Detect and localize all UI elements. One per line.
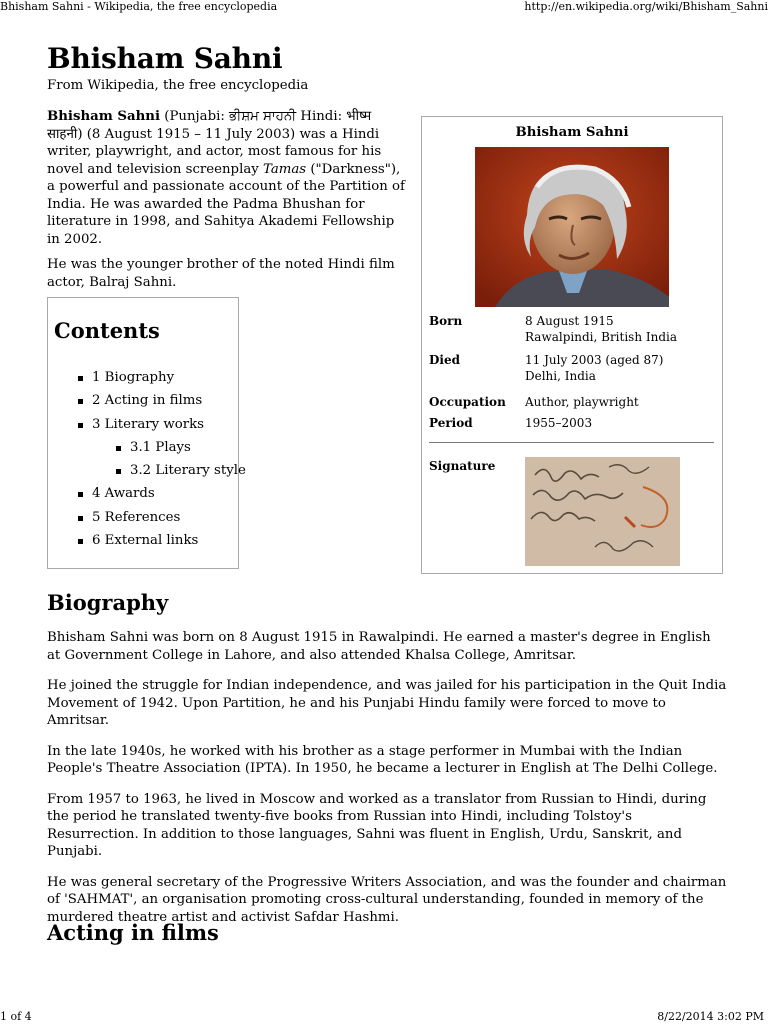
article-content	[47, 42, 727, 945]
portrait-photo[interactable]	[475, 147, 669, 307]
heading-biography: Biography	[47, 590, 169, 615]
intro-name: Bhisham Sahni	[47, 109, 161, 124]
page-title: Bhisham Sahni	[47, 42, 283, 75]
section-biography	[47, 590, 727, 926]
bullet-icon	[78, 399, 83, 404]
infobox-divider	[429, 442, 714, 443]
bullet-icon	[116, 446, 121, 451]
bullet-icon	[78, 492, 83, 497]
infobox	[421, 116, 723, 574]
born-value: 8 August 1915 Rawalpindi, British India	[525, 314, 678, 344]
signature-image[interactable]	[525, 457, 680, 566]
biography-paragraph-2: He joined the struggle for Indian independence, and was jailed for his participation in the Quit India Movement of 1942. Upon Partition, he and his Punjabi Hindu family were forced to move to Amritsar.	[47, 678, 727, 728]
died-value: 11 July 2003 (aged 87) Delhi, India	[525, 353, 664, 383]
intro-text-2: ("Darkness"), a powerful and passionate account of the Partition of India. He was awarded the Padma Bhushan for literature in 1998, and Sahitya Akademi Fellowship in 2002.	[47, 161, 405, 247]
biography-paragraph-3: In the late 1940s, he worked with his brother as a stage performer in Mumbai with the Indian People's Theatre Association (IPTA). In 1950, he became a lecturer in English at The Delhi College.	[47, 743, 718, 776]
intro-text-1: (Punjabi: ਭੀਸ਼ਮ ਸਾਹਨੀ Hindi: भीष्म साहनी) (8 August 1915 – 11 July 2003) was a Hindi writer, playwright, and actor, most famous for his novel and television screenplay	[47, 109, 382, 177]
bullet-icon	[78, 423, 83, 428]
died-label: Died	[429, 353, 460, 367]
infobox-title: Bhisham Sahni	[515, 125, 629, 140]
biography-paragraph-4: From 1957 to 1963, he lived in Moscow and worked as a translator from Russian to Hindi, during the period he translated twenty-five books from Russian into Hindi, including Tolstoy's Resurrection. In addition to those languages, Sahni was fluent in English, Urdu, Sanskrit, and Punjabi.	[47, 791, 707, 859]
period-value: 1955–2003	[525, 416, 593, 430]
intro-paragraph-2: He was the younger brother of the noted Hindi film actor, Balraj Sahni.	[47, 257, 395, 290]
section-acting-in-films	[47, 920, 727, 946]
signature-label: Signature	[429, 459, 496, 473]
intro-paragraph-1	[47, 108, 409, 248]
period-label: Period	[429, 416, 473, 430]
biography-paragraph-5: He was general secretary of the Progressive Writers Association, and was the founder and chairman of 'SAHMAT', an organisation promoting cross-cultural understanding, founded in memory of the murdered theatre artist and activist Safdar Hashmi.	[47, 874, 727, 925]
intro-tamas[interactable]: Tamas	[263, 161, 307, 177]
page-number: 1 of 4	[0, 1010, 32, 1023]
print-footer	[0, 1010, 768, 1024]
print-datetime: 8/22/2014 3:02 PM	[657, 1010, 764, 1023]
born-label: Born	[429, 314, 463, 328]
bullet-icon	[116, 469, 121, 474]
bullet-icon	[78, 539, 83, 544]
print-header	[0, 0, 768, 14]
print-url[interactable]: http://en.wikipedia.org/wiki/Bhisham_Sahni	[524, 0, 768, 13]
bullet-icon	[78, 516, 83, 521]
heading-acting-in-films: Acting in films	[47, 920, 219, 945]
occupation-value: Author, playwright	[525, 395, 639, 409]
site-sub: From Wikipedia, the free encyclopedia	[47, 78, 309, 93]
table-of-contents: Contents 1 Biography 2 Acting in films 3 Literary works 3.1 Plays 3.2 Literary style 4 Awards 5 References 6 External links	[47, 297, 239, 569]
intro	[47, 108, 409, 291]
biography-paragraph-1: Bhisham Sahni was born on 8 August 1915 in Rawalpindi. He earned a master's degree in English at Government College in Lahore, and also attended Khalsa College, Amritsar.	[47, 630, 711, 663]
bullet-icon	[78, 376, 83, 381]
print-page-title: Bhisham Sahni - Wikipedia, the free encyclopedia	[0, 0, 278, 13]
toc-title: Contents	[54, 318, 160, 343]
occupation-label: Occupation	[429, 395, 506, 409]
